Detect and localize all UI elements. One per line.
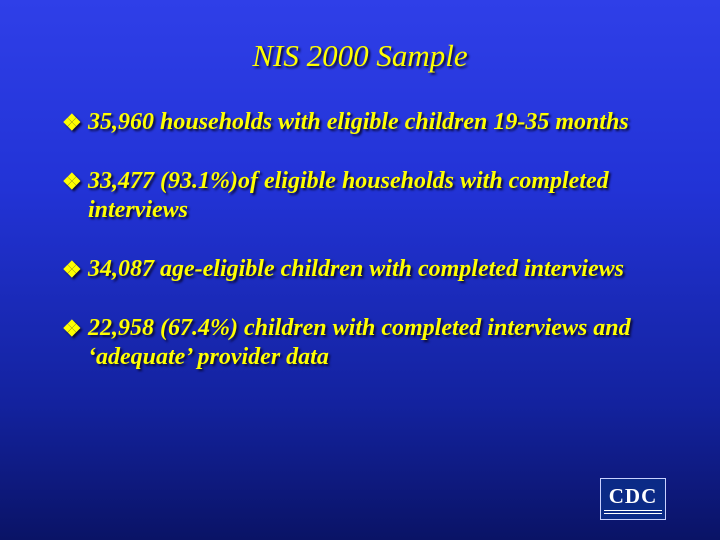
bullet-item (62, 108, 702, 137)
diamond-bullet-icon: ❖ (62, 257, 82, 282)
slide-title: NIS 2000 Sample (252, 38, 468, 73)
diamond-bullet-icon: ❖ (62, 316, 82, 341)
bullet-item (62, 314, 702, 372)
bullet-text: 34,087 age-eligible children with completed interviews (88, 256, 624, 282)
cdc-logo-text: CDC (608, 483, 658, 508)
cdc-logo-band (604, 510, 662, 514)
diamond-bullet-icon: ❖ (62, 110, 82, 135)
cdc-logo (600, 478, 666, 520)
bullet-text: 35,960 households with eligible children 19-35 months (88, 109, 629, 135)
diamond-bullet-icon: ❖ (62, 169, 82, 194)
bullet-text: 33,477 (93.1%)of eligible households with completed interviews (88, 168, 609, 223)
bullet-text: 22,958 (67.4%) children with completed interviews and ‘adequate’ provider data (88, 315, 631, 370)
bullet-list (62, 108, 702, 402)
bullet-item (62, 167, 702, 225)
bullet-item (62, 255, 702, 284)
